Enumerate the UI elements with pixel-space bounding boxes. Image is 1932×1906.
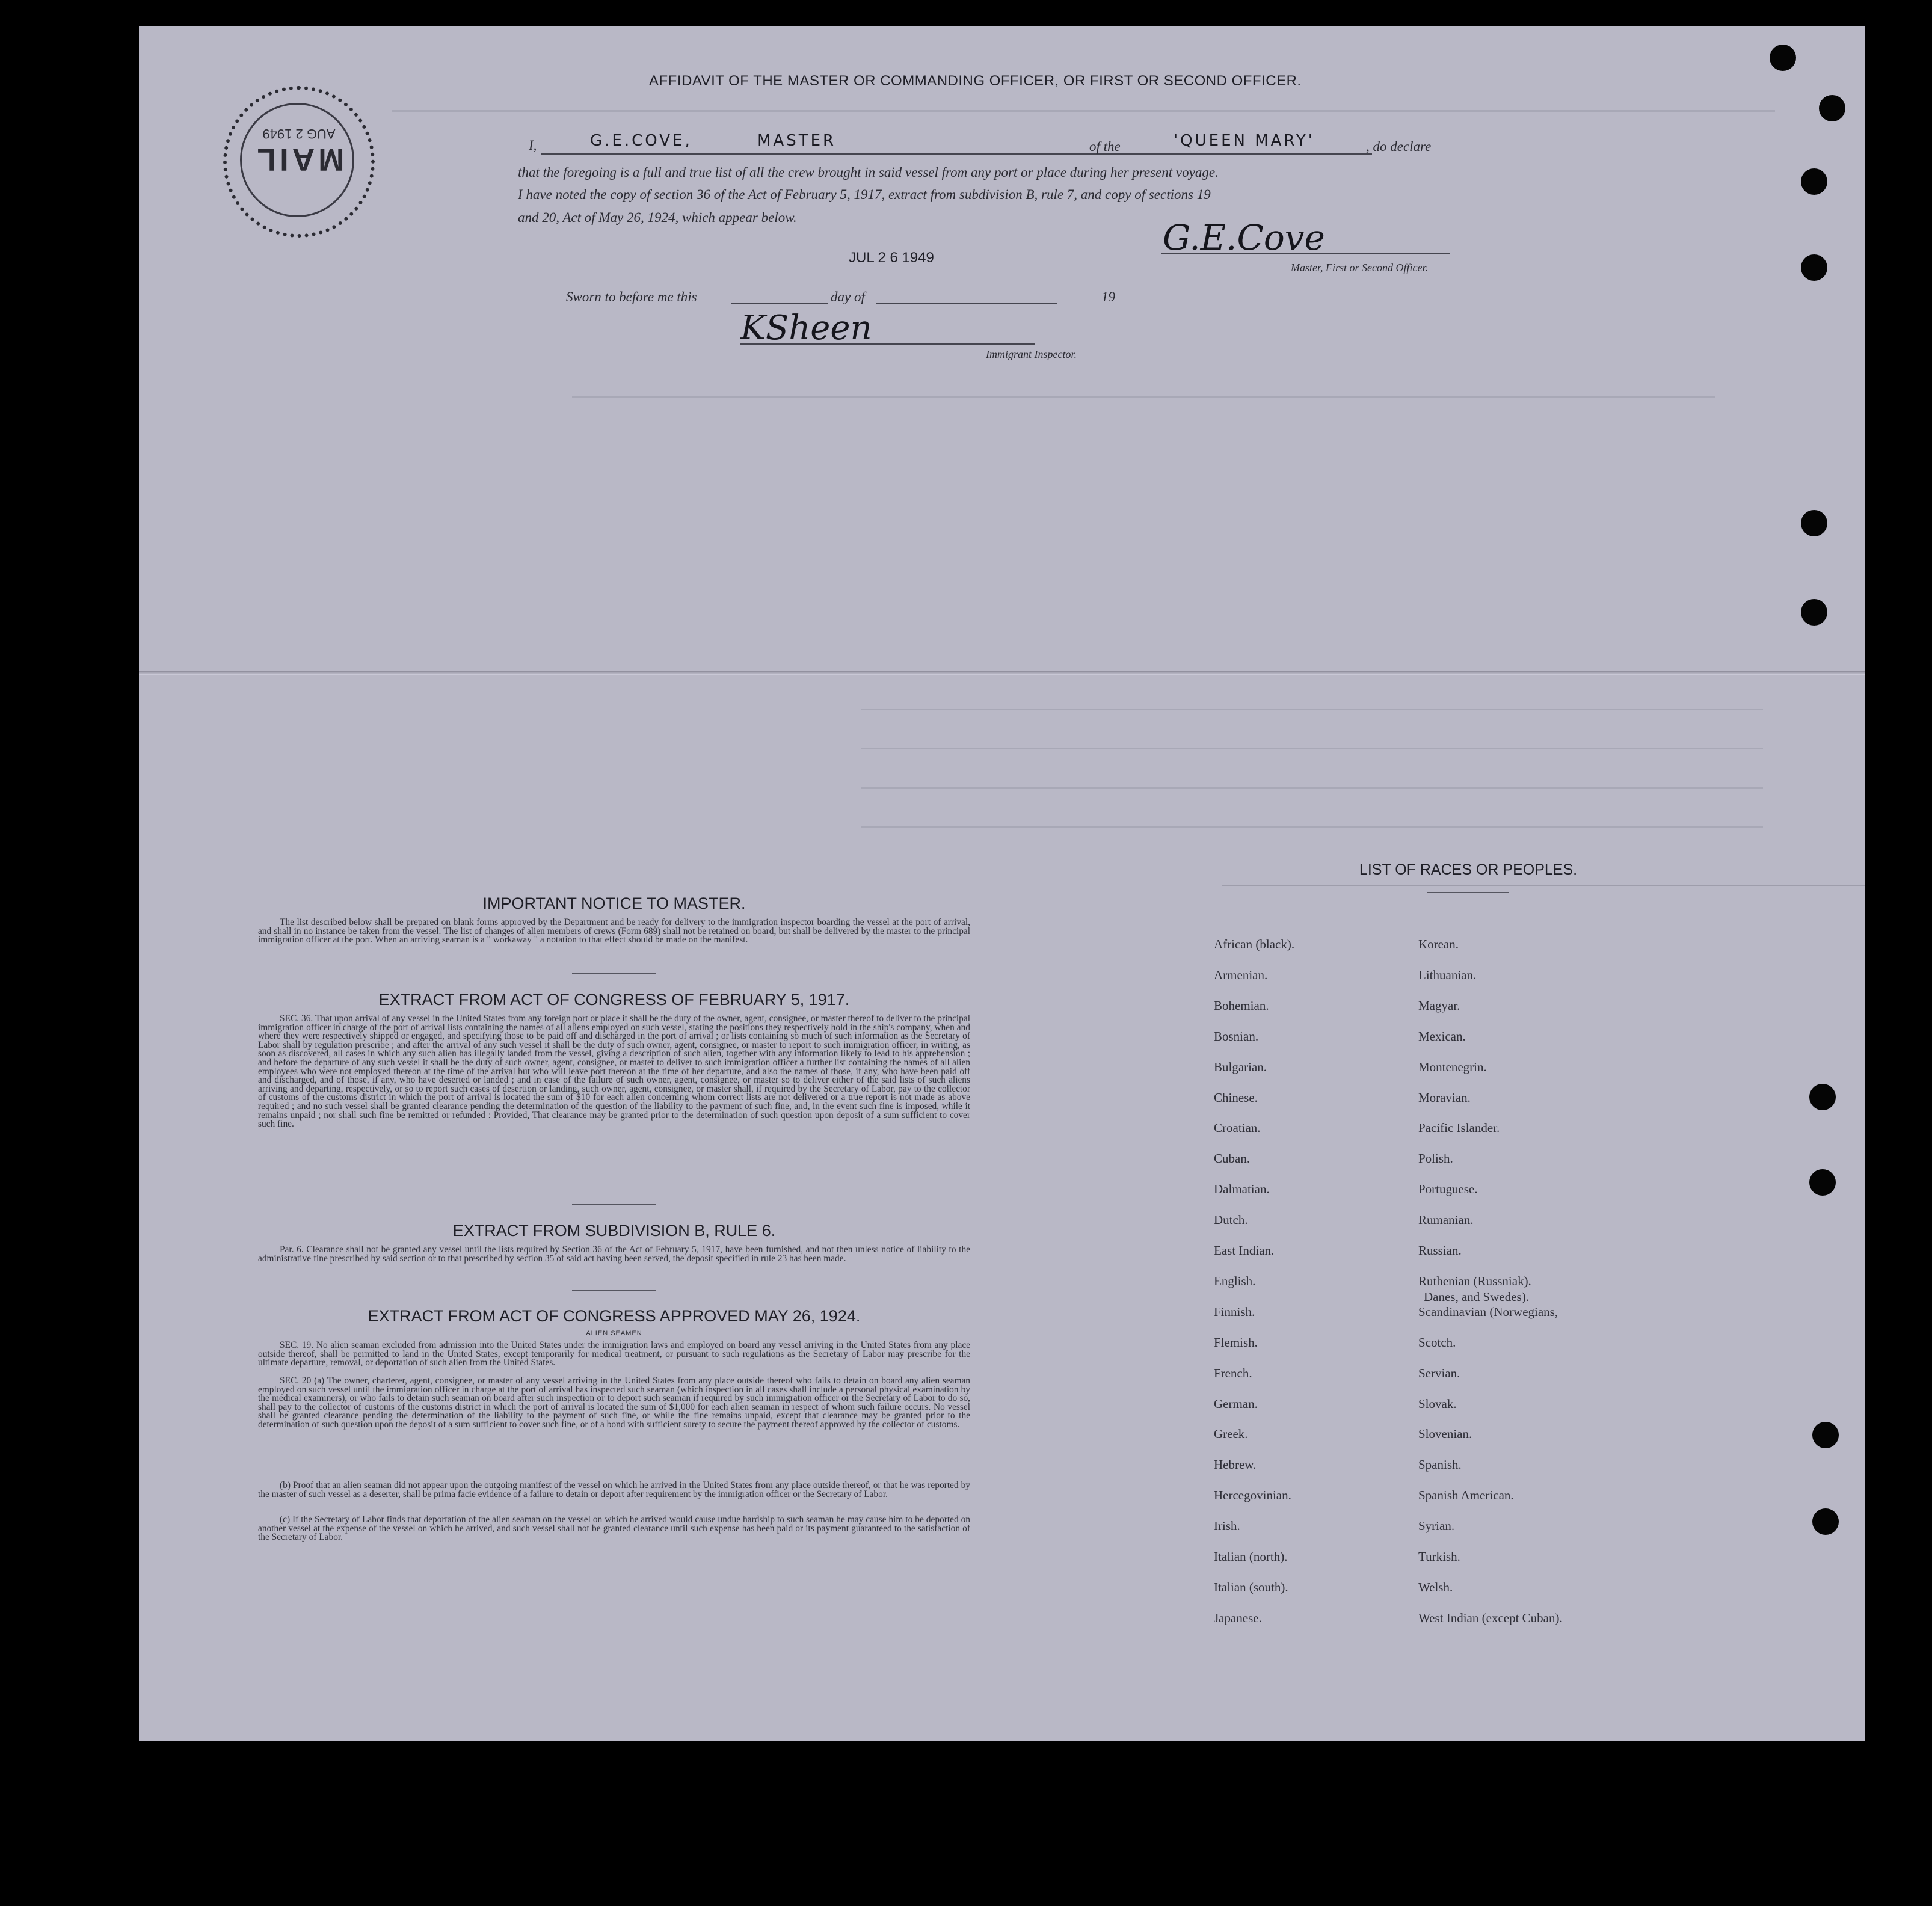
race-item: Finnish. — [1214, 1305, 1255, 1319]
sworn-day-line — [731, 303, 828, 304]
race-item: Scotch. — [1418, 1335, 1456, 1350]
race-item: Servian. — [1418, 1366, 1460, 1380]
race-item: Scandinavian (Norwegians, — [1418, 1305, 1558, 1319]
day-of-label: day of — [831, 289, 865, 304]
race-item: Ruthenian (Russniak). — [1418, 1274, 1531, 1288]
subdivision-b-text: Par. 6. Clearance shall not be granted any vessel until the lists required by Section 36 of the Act of February 5, 1917, have been furnished, and not then unless notice of liability to the administrative fine prescribed by said section or to that prescribed by section 35 of said act having been served, the deposit specified in rule 23 has been made. — [258, 1244, 970, 1264]
inspector-signature: KSheen — [740, 309, 872, 348]
signature-caption — [1291, 262, 1428, 274]
race-item: Mexican. — [1418, 1029, 1466, 1044]
race-item: Magyar. — [1418, 998, 1460, 1013]
race-item: Bulgarian. — [1214, 1060, 1267, 1074]
race-item: Irish. — [1214, 1519, 1240, 1533]
punch-hole — [1809, 1169, 1836, 1196]
race-item: Croatian. — [1214, 1121, 1261, 1135]
race-item: Slovenian. — [1418, 1427, 1472, 1441]
race-item: Portuguese. — [1418, 1182, 1478, 1196]
inspector-signature-line — [740, 343, 1035, 345]
sworn-label: Sworn to before me this — [566, 289, 697, 304]
race-item: Dutch. — [1214, 1213, 1248, 1227]
race-item: Cuban. — [1214, 1151, 1251, 1166]
race-item: Welsh. — [1418, 1580, 1453, 1594]
race-item: Moravian. — [1418, 1090, 1471, 1105]
race-item: Greek. — [1214, 1427, 1248, 1441]
inspector-caption: Immigrant Inspector. — [986, 348, 1077, 360]
race-item: Spanish American. — [1418, 1488, 1514, 1502]
mail-stamp — [223, 86, 375, 238]
punch-hole — [1801, 510, 1827, 536]
punch-hole — [1812, 1422, 1839, 1448]
races-heading: LIST OF RACES OR PEOPLES. — [1359, 861, 1578, 878]
race-item: French. — [1214, 1366, 1252, 1380]
race-item: Japanese. — [1214, 1611, 1262, 1625]
bleed-through-line — [861, 826, 1763, 828]
of-the-label: of the — [1089, 139, 1121, 154]
master-signature: G.E.Cove — [1163, 217, 1325, 258]
race-item: Flemish. — [1214, 1335, 1258, 1350]
race-item: Syrian. — [1418, 1519, 1455, 1533]
extract-1924-sec20a: SEC. 20 (a) The owner, charterer, agent, consignee, or master of any vessel arriving in the United States from any place outside thereof who fails to detain on board any alien seaman employed on such vessel until the immigration officer in charge at the port of arrival has inspected such seaman (which inspection in all cases shall include a personal physical examination by the medical examiners), or who fails to detain such seaman on board after such inspection or to deport such seaman if required by such immigration officer or the Secretary of Labor to do so, shall pay to the collector of customs of the customs district in which the port of arrival is located the sum of $1,000 for each alien seaman in respect of whom such failure occurs. No vessel shall be granted clearance pending the determination of the liability to the payment of such fine, or while the fine remains unpaid, except that clearance may be granted prior to the determination of such question upon the deposit of a sum sufficient to cover such fine, or of a bond with sufficient surety to secure the payment thereof approved by the collector of customs. — [258, 1376, 970, 1430]
extract-1924-subheading: ALIEN SEAMEN — [586, 1330, 642, 1337]
extract-1917-text: SEC. 36. That upon arrival of any vessel in the United States from any foreign port or place it shall be the duty of the owner, agent, consignee, or master thereof to deliver to the principal immigration officer in charge of the port of arrival lists containing the names of all aliens employed on such vessel, stating the positions they respectively hold in the ship's company, when and where they were respectively shipped or engaged, and specifying those to be paid off and discharged in the port of arrival ; or lists containing so much of such information as the Secretary of Labor shall by regulation prescribe ; and after the arrival of any such vessel it shall be the duty of such owner, agent, consignee, or master to report to such immigration officer, in writing, as soon as discovered, all cases in which any such alien has illegally landed from the vessel, giving a description of such alien, together with any information likely to lead to his apprehension ; and before the departure of any such vessel it shall be the duty of such owner, agent, consignee, or master to deliver to such immigration officer a further list containing the names of all alien employees who were not employed thereon at the time of the arrival but who will leave port thereon at the time of her departure, and also the names of those, if any, who have been paid off and discharged, and of those, if any, who have deserted or landed ; and in case of the failure of such owner, agent, consignee, or master so to deliver either of the said lists of such aliens arriving and departing, respectively, or so to report such cases of desertion or landing, such owner, agent, consignee, or master shall, if required by the Secretary of Labor, pay to the collector of customs of the customs district in which the port of arrival is located the sum of $10 for each alien concerning whom correct lists are not delivered or a true report is not made as above required ; and no such vessel shall be granted clearance pending the determination of the question of the liability to the payment of such fine, and, in the event such fine is imposed, while it remains unpaid ; nor shall such fine be remitted or refunded : Provided, That clearance may be granted prior to the determination of such question upon deposit of a sum sufficient to cover such fine. — [258, 1013, 970, 1130]
race-item: East Indian. — [1214, 1243, 1275, 1258]
race-item: Polish. — [1418, 1151, 1453, 1166]
punch-hole — [1801, 168, 1827, 195]
race-item: Montenegrin. — [1418, 1060, 1487, 1074]
race-item: Korean. — [1418, 937, 1459, 951]
punch-hole — [1801, 599, 1827, 626]
signature-line — [1161, 253, 1450, 254]
bleed-through-line — [392, 110, 1775, 112]
punch-hole — [1801, 254, 1827, 281]
affidavit-line-3: I have noted the copy of section 36 of the Act of February 5, 1917, extract from subdivision B, rule 7, and copy of sections 19 — [518, 187, 1211, 202]
race-item: Turkish. — [1418, 1549, 1460, 1564]
do-declare-label: , do declare — [1366, 139, 1432, 154]
extract-1924-heading: EXTRACT FROM ACT OF CONGRESS APPROVED MAY 26, 1924. — [368, 1307, 861, 1325]
extract-1917-heading: EXTRACT FROM ACT OF CONGRESS OF FEBRUARY 5, 1917. — [378, 991, 850, 1009]
race-item: Pacific Islander. — [1418, 1121, 1500, 1135]
bleed-through-line — [572, 396, 1715, 398]
race-item: Lithuanian. — [1418, 968, 1477, 982]
document-page — [139, 26, 1865, 1741]
notice-text: The list described below shall be prepared on blank forms approved by the Department and be ready for delivery to the immigration inspector boarding the vessel at the port of arrival, and shall in no instance be taken from the vessel. The list of changes of alien members of crews (Form 689) shall not be retained on board, but shall be delivered by the master to the principal immigration officer at the port. When an arriving seaman is a " workaway " a notation to that effect should be made on the manifest. — [258, 917, 970, 945]
signature-caption-master: Master, — [1291, 262, 1326, 274]
race-item: Armenian. — [1214, 968, 1268, 982]
name-fill-line — [541, 153, 1166, 155]
page-crease — [1222, 885, 1865, 886]
sworn-month-line — [876, 303, 1057, 304]
punch-hole — [1819, 95, 1845, 121]
race-item: Dalmatian. — [1214, 1182, 1270, 1196]
punch-hole — [1812, 1508, 1839, 1535]
race-item: Chinese. — [1214, 1090, 1258, 1105]
year-prefix: 19 — [1101, 289, 1115, 304]
punch-hole — [1770, 45, 1796, 71]
page-fold — [139, 671, 1865, 675]
race-item: African (black). — [1214, 937, 1295, 951]
race-item: Italian (north). — [1214, 1549, 1288, 1564]
race-item: Slovak. — [1418, 1397, 1457, 1411]
affidavit-line-2: that the foregoing is a full and true list of all the crew brought in said vessel from any port or place during her present voyage. — [518, 165, 1219, 180]
subdivision-b-divider — [572, 1290, 656, 1291]
stamp-date: AUG 2 1949 — [262, 126, 336, 141]
race-item: German. — [1214, 1397, 1258, 1411]
race-item: Bohemian. — [1214, 998, 1269, 1013]
race-item: West Indian (except Cuban). — [1418, 1611, 1563, 1625]
extract-1924-sec19: SEC. 19. No alien seaman excluded from admission into the United States under the immigration laws and employed on board any vessel arriving in the United States from any place outside thereof, shall be permitted to land in the United States, except temporarily for medical treatment, or pursuant to such regulations as the Secretary of Labor may prescribe for the ultimate departure, removal, or deportation of such alien from the United States. — [258, 1340, 970, 1368]
race-item: Hebrew. — [1214, 1457, 1257, 1472]
vessel-fill-line — [1145, 153, 1372, 155]
affidavit-line-4: and 20, Act of May 26, 1924, which appear below. — [518, 210, 797, 225]
extract-1924-sec20c: (c) If the Secretary of Labor finds that deportation of the alien seaman on the vessel on which he arrived would cause undue hardship to such seaman he may cause him to be deported on another vessel at the expense of the vessel on which he arrived, and such vessel shall not be granted clearance until such expense has been paid or its payment guaranteed to the satisfaction of the Secretary of Labor. — [258, 1514, 970, 1543]
race-item: Spanish. — [1418, 1457, 1462, 1472]
races-divider — [1427, 892, 1509, 893]
master-name: G.E.COVE, — [590, 132, 692, 150]
stamp-text — [227, 126, 371, 177]
race-item: Bosnian. — [1214, 1029, 1259, 1044]
vessel-name: 'QUEEN MARY' — [1174, 132, 1315, 150]
punch-hole — [1809, 1084, 1836, 1110]
affidavit-pronoun: I, — [529, 138, 537, 153]
subdivision-b-heading: EXTRACT FROM SUBDIVISION B, RULE 6. — [452, 1222, 776, 1240]
race-item-continuation: Danes, and Swedes). — [1424, 1290, 1529, 1304]
stamp-word: MAIL — [253, 142, 345, 177]
race-item: English. — [1214, 1274, 1256, 1288]
master-rank: MASTER — [757, 132, 837, 150]
race-item: Italian (south). — [1214, 1580, 1288, 1594]
bleed-through-line — [861, 748, 1763, 749]
bleed-through-line — [861, 787, 1763, 789]
date-stamp: JUL 2 6 1949 — [849, 250, 934, 266]
race-item: Rumanian. — [1418, 1213, 1474, 1227]
affidavit-title: AFFIDAVIT OF THE MASTER OR COMMANDING OFFICER, OR FIRST OR SECOND OFFICER. — [649, 73, 1302, 89]
extract-1924-sec20b: (b) Proof that an alien seaman did not appear upon the outgoing manifest of the vessel on which he arrived in the United States from any place outside thereof, or that he was reported by the master of such vessel as a deserter, shall be prima facie evidence of a failure to detain or deport after requirement by the immigration officer or the Secretary of Labor. — [258, 1480, 970, 1499]
notice-divider — [572, 973, 656, 974]
bleed-through-line — [861, 709, 1763, 710]
signature-caption-struck: First or Second Officer. — [1326, 262, 1428, 274]
race-item: Hercegovinian. — [1214, 1488, 1291, 1502]
extract-1917-divider — [572, 1204, 656, 1205]
race-item: Russian. — [1418, 1243, 1462, 1258]
notice-heading: IMPORTANT NOTICE TO MASTER. — [482, 894, 746, 912]
